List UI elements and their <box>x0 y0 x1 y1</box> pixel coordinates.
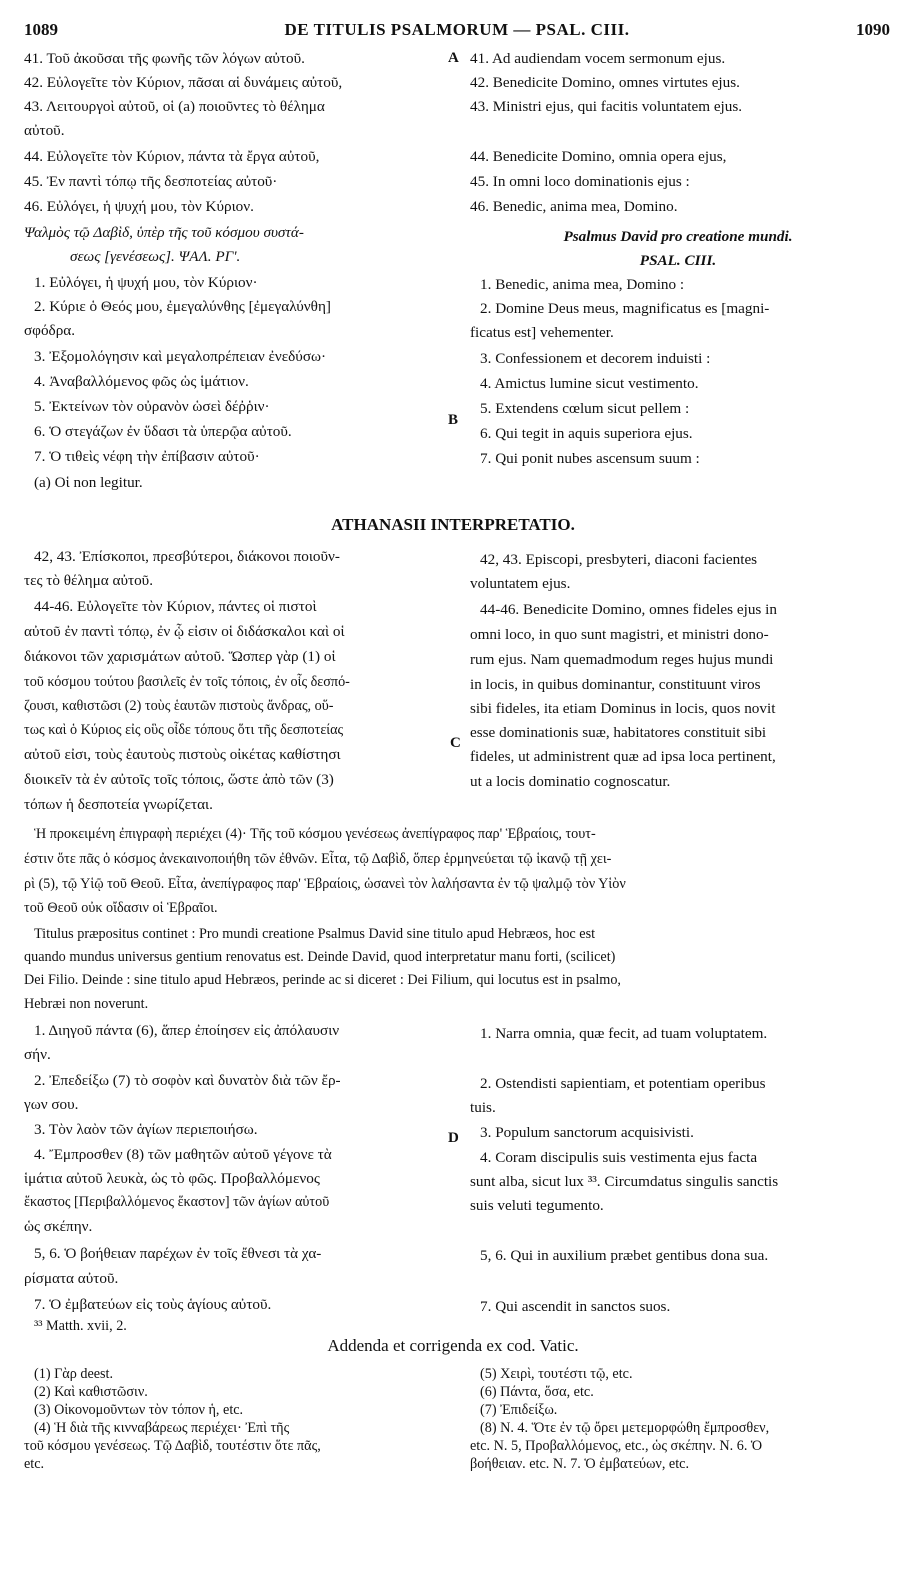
addenda-title: Addenda et corrigenda ex cod. Vatic. <box>327 1336 579 1355</box>
addenda-left-line: (3) Οἰκονομοῦντων τὸν τόπον ἡ, etc. <box>34 1402 244 1418</box>
lower-greek-line: 5, 6. Ὁ βοήθειαν παρέχων ἐν τοῖς ἔθνεσι τὰ χα- <box>34 1245 322 1262</box>
note-a: (a) Οἱ non legitur. <box>34 474 143 491</box>
lower-greek-line: 1. Διηγοῦ πάντα (6), ἅπερ ἐποίησεν εἰς ἀπόλαυσιν <box>34 1022 340 1039</box>
section-title: ATHANASII INTERPRETATIO. <box>331 515 575 534</box>
interp-latin-line: voluntatem ejus. <box>470 575 571 592</box>
interp-latin-line: ut a locis dominatio cognoscatur. <box>470 773 671 790</box>
interp-greek-line: αὐτοῦ εἰσι, τοὺς ἑαυτοὺς πιστοὺς οἰκέτας καθίστησι <box>24 746 341 763</box>
lower-latin-line: 2. Ostendisti sapientiam, et potentiam operibus <box>480 1075 766 1092</box>
greek-verse: 7. Ὁ τιθεὶς νέφη τὴν ἐπίβασιν αὐτοῦ· <box>34 448 260 465</box>
psalm-number-latin: PSAL. CIII. <box>639 252 717 269</box>
greek-verse: 6. Ὁ στεγάζων ἐν ὕδασι τὰ ὑπερῷα αὐτοῦ. <box>34 423 292 440</box>
lower-latin-line: 5, 6. Qui in auxilium præbet gentibus dona sua. <box>480 1247 769 1264</box>
lower-greek-line: 7. Ὁ ἐμβατεύων εἰς τοὺς ἁγίους αὐτοῦ. <box>34 1296 272 1313</box>
addenda-left-line: (2) Καὶ καθιστῶσιν. <box>34 1384 148 1400</box>
interp-greek-line: τοῦ κόσμου τούτου βασιλεῖς ἐν τοῖς τόποις, ἐν οἷς δεσπό- <box>24 674 350 690</box>
addenda-right-line: (8) N. 4. Ὅτε ἐν τῷ ὄρει μετεμορφώθη ἔμπροσθεν, <box>480 1420 770 1436</box>
full-latin-line: Dei Filio. Deinde : sine titulo apud Hebræos, perinde ac si diceret : Dei Filium, qui locutus est in psalmo, <box>24 972 621 988</box>
greek-verse: 3. Ἐξομολόγησιν καὶ μεγαλοπρέπειαν ἐνεδύσω· <box>34 348 327 365</box>
latin-line: 41. Ad audiendam vocem sermonum ejus. <box>470 50 726 67</box>
lower-latin-line: sunt alba, sicut lux ³³. Circumdatus singulis sanctis <box>470 1173 779 1190</box>
full-latin-line: Titulus præpositus continet : Pro mundi creatione Psalmus David sine titulo apud Hebræos, hoc est <box>34 926 596 942</box>
interp-greek-line: τως καὶ ὁ Κύριος εἰς οὓς οἶδε τόπους ὅτι τῆς δεσποτείας <box>24 722 344 738</box>
interp-greek-line: αὐτοῦ ἐν παντὶ τόπῳ, ἐν ᾧ εἰσιν οἱ διδάσκαλοι καὶ οἱ <box>24 623 345 640</box>
full-greek-line: έστιν ὅτε πᾶς ὁ κόσμος ἀνεκαινοποιήθη τῶν ἐθνῶν. Εἶτα, τῷ Δαβὶδ, ὅπερ ἑρμηνεύεται τῷ ἱκανῷ τῇ χει- <box>24 851 612 867</box>
interp-latin-line: omni loco, in quo sunt magistri, et ministri dono- <box>470 626 769 643</box>
greek-line: 45. Ἐν παντὶ τόπῳ τῆς δεσποτείας αὐτοῦ· <box>24 173 278 190</box>
addenda-right-line: (5) Χειρὶ, τουτέστι τῷ, etc. <box>480 1366 633 1382</box>
lower-greek-line: 3. Τὸν λαὸν τῶν ἁγίων περιεποιήσω. <box>34 1121 258 1138</box>
addenda-right-line: (6) Πάντα, ὅσα, etc. <box>480 1384 594 1400</box>
addenda-left-line: (1) Γὰρ deest. <box>34 1366 114 1382</box>
greek-line: 43. Λειτουργοὶ αὐτοῦ, οἱ (a) ποιοῦντες τὸ θέλημα <box>24 98 325 115</box>
latin-verse: ficatus est] vehementer. <box>470 324 614 341</box>
addenda-right-line: βοήθειαν. etc. N. 7. Ὁ ἐμβατεύων, etc. <box>470 1456 689 1472</box>
full-greek-line: Ἡ προκειμένη ἐπιγραφὴ περιέχει (4)· Τῆς τοῦ κόσμου γενέσεως ἀνεπίγραφος παρ' Ἑβραίοις, τουτ- <box>34 826 596 842</box>
greek-line: 41. Τοῦ ἀκοῦσαι τῆς φωνῆς τῶν λόγων αὐτοῦ. <box>24 50 305 67</box>
greek-verse: 4. Ἀναβαλλόμενος φῶς ὡς ἱμάτιον. <box>34 373 249 390</box>
interp-greek-line: 42, 43. Ἐπίσκοποι, πρεσβύτεροι, διάκονοι ποιοῦν- <box>34 548 340 565</box>
lower-latin-line: tuis. <box>470 1099 496 1116</box>
interp-greek-line: διοικεῖν τὰ ἐν αὐτοῖς τοῖς τόποις, ὥστε ἀπὸ τῶν (3) <box>24 771 334 788</box>
margin-letter-b: B <box>448 412 459 428</box>
addenda-right-line: (7) Ἐπιδείξω. <box>480 1402 558 1418</box>
addenda-left-line: (4) Ἡ διὰ τῆς κινναβάρεως περιέχει· Ἐπὶ τῆς <box>34 1420 290 1436</box>
greek-line: 44. Εὐλογεῖτε τὸν Κύριον, πάντα τὰ ἔργα αὐτοῦ, <box>24 148 320 165</box>
latin-line: 44. Benedicite Domino, omnia opera ejus, <box>470 148 727 165</box>
latin-verse: 7. Qui ponit nubes ascensum suum : <box>480 450 700 467</box>
lower-greek-line: ἱμάτια αὐτοῦ λευκὰ, ὡς τὸ φῶς. Προβαλλόμενος <box>24 1170 320 1187</box>
margin-letter-a: A <box>448 50 459 66</box>
running-title: DE TITULIS PSALMORUM — PSAL. CIII. <box>284 20 630 39</box>
psalm-title-latin: Psalmus David pro creatione mundi. <box>563 228 793 245</box>
interp-greek-line: διάκονοι τῶν χαρισμάτων αὐτοῦ. Ὥσπερ γὰρ (1) οἱ <box>24 648 336 665</box>
lower-latin-line: 1. Narra omnia, quæ fecit, ad tuam voluptatem. <box>480 1025 768 1042</box>
lower-greek-line: γων σου. <box>24 1096 79 1113</box>
full-greek-line: ρὶ (5), τῷ Υἱῷ τοῦ Θεοῦ. Εἶτα, ἀνεπίγραφος παρ' Ἑβραίοις, ὡσανεὶ τὸν λαλήσαντα ἐν τῷ ψαλμῷ τὸν Υἱὸν <box>24 876 626 892</box>
page-number-right: 1090 <box>856 20 890 39</box>
greek-line: 42. Εὐλογεῖτε τὸν Κύριον, πᾶσαι αἱ δυνάμεις αὐτοῦ, <box>24 74 343 91</box>
latin-line: 42. Benedicite Domino, omnes virtutes ejus. <box>470 74 740 91</box>
latin-verse: 2. Domine Deus meus, magnificatus es [magni- <box>480 300 770 317</box>
psalm-title-greek: σεως [γενέσεως]. ΨΑΛ. ΡΓ'. <box>70 248 241 265</box>
full-latin-line: quando mundus universus gentium renovatus est. Deinde David, quod interpretatur manu forti, (scilicet) <box>24 949 616 965</box>
full-latin-line: Hebræi non noverunt. <box>24 996 149 1012</box>
interp-greek-line: τόπων ἡ δεσποτεία γνωρίζεται. <box>24 796 213 813</box>
interp-latin-line: in locis, in quibus dominantur, constituunt viros <box>470 676 761 693</box>
latin-line: 45. In omni loco dominationis ejus : <box>470 173 690 190</box>
margin-letter-d: D <box>448 1130 459 1146</box>
greek-line: 46. Εὐλόγει, ἡ ψυχή μου, τὸν Κύριον. <box>24 198 254 215</box>
latin-verse: 3. Confessionem et decorem induisti : <box>480 350 711 367</box>
interp-latin-line: 42, 43. Episcopi, presbyteri, diaconi facientes <box>480 551 758 568</box>
full-greek-line: τοῦ Θεοῦ οὐκ οἴδασιν οἱ Ἑβραῖοι. <box>24 900 218 916</box>
interp-greek-line: τες τὸ θέλημα αὐτοῦ. <box>24 572 153 589</box>
lower-latin-line: 4. Coram discipulis suis vestimenta ejus facta <box>480 1149 758 1166</box>
lower-greek-line: ρίσματα αὐτοῦ. <box>24 1270 119 1287</box>
page-header <box>24 20 890 46</box>
lower-latin-line: suis veluti tegumento. <box>470 1197 604 1214</box>
lower-greek-line: 4. Ἔμπροσθεν (8) τῶν μαθητῶν αὐτοῦ γέγονε τὰ <box>34 1146 332 1163</box>
addenda-right-line: etc. N. 5, Προβαλλόμενος, etc., ὡς σκέπην. N. 6. Ὁ <box>470 1438 763 1454</box>
interp-latin-line: 44-46. Benedicite Domino, omnes fideles ejus in <box>480 601 777 618</box>
footnote: ³³ Matth. xvii, 2. <box>34 1318 127 1334</box>
lower-greek-line: σήν. <box>24 1046 51 1063</box>
greek-line: αὐτοῦ. <box>24 122 65 139</box>
greek-verse: σφόδρα. <box>24 322 76 339</box>
latin-line: 43. Ministri ejus, qui facitis voluntatem ejus. <box>470 98 743 115</box>
lower-greek-line: 2. Ἐπεδείξω (7) τὸ σοφὸν καὶ δυνατὸν διὰ τῶν ἔρ- <box>34 1072 341 1089</box>
greek-verse: 2. Κύριε ὁ Θεός μου, ἐμεγαλύνθης [ἐμεγαλύνθη] <box>34 298 331 315</box>
lower-greek-line: ἕκαστος [Περιβαλλόμενος ἕκαστον] τῶν ἁγίων αὐτοῦ <box>24 1194 330 1210</box>
greek-verse: 1. Εὐλόγει, ἡ ψυχή μου, τὸν Κύριον· <box>34 274 258 291</box>
lower-greek-line: ὡς σκέπην. <box>24 1218 93 1235</box>
interp-latin-line: sibi fideles, ita etiam Dominus in locis, quos novit <box>470 700 776 717</box>
lower-latin-line: 3. Populum sanctorum acquisivisti. <box>480 1124 694 1141</box>
latin-verse: 5. Extendens cœlum sicut pellem : <box>480 400 690 417</box>
addenda-left-line: etc. <box>24 1456 45 1472</box>
interp-greek-line: ζουσι, καθιστῶσι (2) τοὺς ἑαυτῶν πιστοὺς ἄνδρας, οὕ- <box>24 698 334 714</box>
margin-letter-c: C <box>450 735 461 751</box>
interp-greek-line: 44-46. Εὐλογεῖτε τὸν Κύριον, πάντες οἱ πιστοὶ <box>34 598 317 615</box>
latin-verse: 6. Qui tegit in aquis superiora ejus. <box>480 425 693 442</box>
lower-latin-line: 7. Qui ascendit in sanctos suos. <box>480 1298 671 1315</box>
interp-latin-line: fideles, ut administrent quæ ad ipsa loca pertinent, <box>470 748 776 765</box>
page-number-left: 1089 <box>24 20 58 39</box>
latin-verse: 4. Amictus lumine sicut vestimento. <box>480 375 699 392</box>
greek-verse: 5. Ἐκτείνων τὸν οὐρανὸν ὡσεὶ δέῤῥιν· <box>34 398 270 415</box>
psalm-title-greek: Ψαλμὸς τῷ Δαβὶδ, ὑπὲρ τῆς τοῦ κόσμου συστά- <box>24 224 304 241</box>
latin-line: 46. Benedic, anima mea, Domino. <box>470 198 678 215</box>
interp-latin-line: esse dominationis suæ, habitatores constituit sibi <box>470 724 767 741</box>
latin-verse: 1. Benedic, anima mea, Domino : <box>480 276 685 293</box>
interp-latin-line: rum ejus. Nam quemadmodum reges hujus mundi <box>470 651 774 668</box>
addenda-left-line: τοῦ κόσμου γενέσεως. Τῷ Δαβὶδ, τουτέστιν ὅτε πᾶς, <box>24 1438 321 1454</box>
